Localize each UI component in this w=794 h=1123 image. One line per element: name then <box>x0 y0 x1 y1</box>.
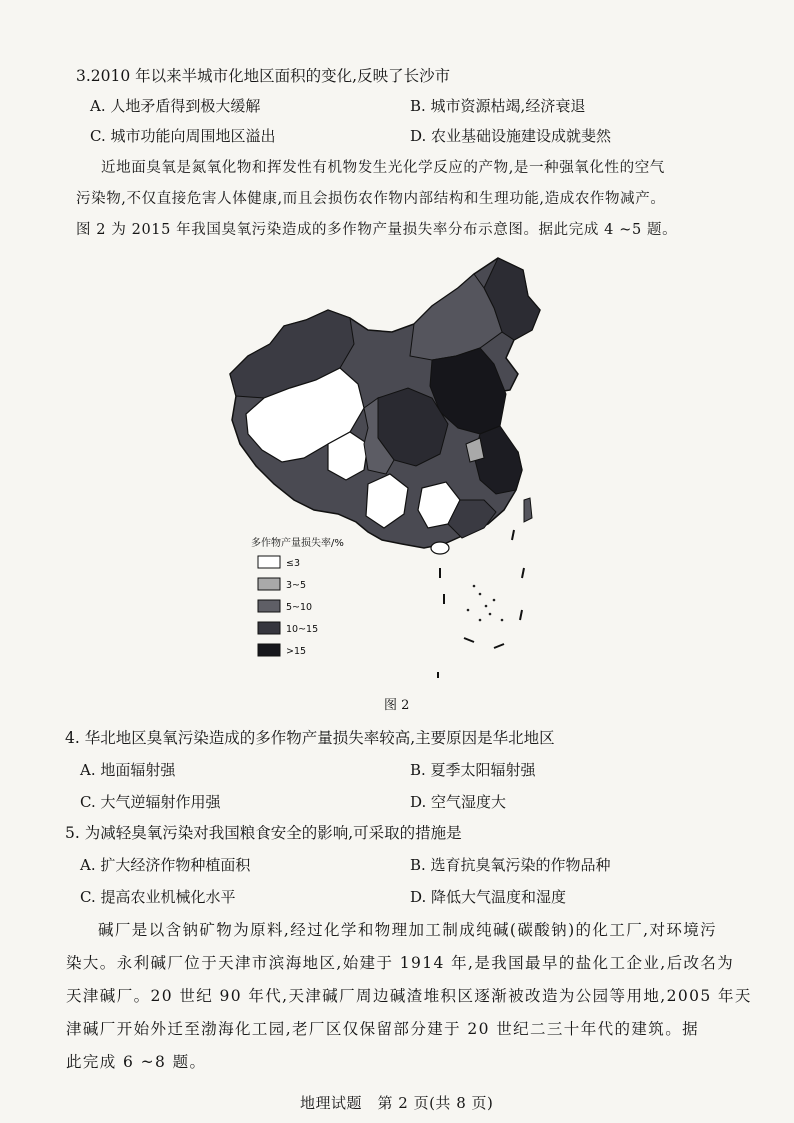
south-china-sea-dashes <box>438 530 524 678</box>
question-5-option-a: A. 扩大经济作物种植面积 <box>80 856 251 874</box>
legend-swatch-4 <box>258 622 280 634</box>
alkali-paragraph-line-2: 染大。永利碱厂位于天津市滨海地区,始建于 1914 年,是我国最早的盐化工企业,后改名为 <box>66 954 735 972</box>
legend-swatch-5 <box>258 644 280 656</box>
figure-caption: 图 2 <box>384 698 410 713</box>
question-4-stem: 4. 华北地区臭氧污染造成的多作物产量损失率较高,主要原因是华北地区 <box>65 729 555 747</box>
page-footer: 地理试题 第 2 页(共 8 页) <box>300 1094 494 1112</box>
question-3-option-c: C. 城市功能向周围地区溢出 <box>90 127 276 145</box>
question-5-stem: 5. 为减轻臭氧污染对我国粮食安全的影响,可采取的措施是 <box>65 824 462 842</box>
alkali-paragraph-line-1: 碱厂是以含钠矿物为原料,经过化学和物理加工制成纯碱(碳酸钠)的化工厂,对环境污 <box>98 921 718 939</box>
question-3-option-a: A. 人地矛盾得到极大缓解 <box>90 97 261 115</box>
alkali-paragraph-line-4: 津碱厂开始外迁至渤海化工园,老厂区仅保留部分建于 20 世纪二三十年代的建筑。据 <box>66 1020 700 1038</box>
question-4-option-b: B. 夏季太阳辐射强 <box>410 761 536 779</box>
legend-swatch-2 <box>258 578 280 590</box>
legend-label-1: ≤3 <box>286 558 301 569</box>
question-3-option-b: B. 城市资源枯竭,经济衰退 <box>410 97 586 115</box>
legend-swatch-3 <box>258 600 280 612</box>
legend-title: 多作物产量损失率/% <box>251 538 344 549</box>
ozone-paragraph-line-2: 污染物,不仅直接危害人体健康,而且会损伤农作物内部结构和生理功能,造成农作物减产。 <box>76 191 666 207</box>
question-4-option-c: C. 大气逆辐射作用强 <box>80 793 221 811</box>
legend-label-3: 5~10 <box>286 602 313 613</box>
ozone-crop-loss-map <box>218 248 558 678</box>
question-3-stem: 3.2010 年以来半城市化地区面积的变化,反映了长沙市 <box>76 67 451 85</box>
alkali-paragraph-line-5: 此完成 6 ~8 题。 <box>66 1053 207 1071</box>
legend-swatch-1 <box>258 556 280 568</box>
ozone-paragraph-line-3: 图 2 为 2015 年我国臭氧污染造成的多作物产量损失率分布示意图。据此完成 4 ~5 题。 <box>76 222 678 238</box>
region-hainan <box>431 542 449 554</box>
question-4-option-d: D. 空气湿度大 <box>410 793 507 811</box>
island-dots <box>467 585 504 622</box>
question-4-option-a: A. 地面辐射强 <box>80 761 176 779</box>
question-5-option-c: C. 提高农业机械化水平 <box>80 888 236 906</box>
legend-label-5: >15 <box>286 646 307 657</box>
region-taiwan <box>524 498 532 522</box>
question-5-option-b: B. 选育抗臭氧污染的作物品种 <box>410 856 611 874</box>
question-3-option-d: D. 农业基础设施建设成就斐然 <box>410 127 612 145</box>
alkali-paragraph-line-3: 天津碱厂。20 世纪 90 年代,天津碱厂周边碱渣堆积区逐渐被改造为公园等用地,2005 年天 <box>66 987 752 1005</box>
question-5-option-d: D. 降低大气温度和湿度 <box>410 888 567 906</box>
legend-label-2: 3~5 <box>286 580 307 591</box>
legend-label-4: 10~15 <box>286 624 319 635</box>
legend <box>258 556 318 657</box>
ozone-paragraph-line-1: 近地面臭氧是氮氧化物和挥发性有机物发生光化学反应的产物,是一种强氧化性的空气 <box>101 160 665 176</box>
